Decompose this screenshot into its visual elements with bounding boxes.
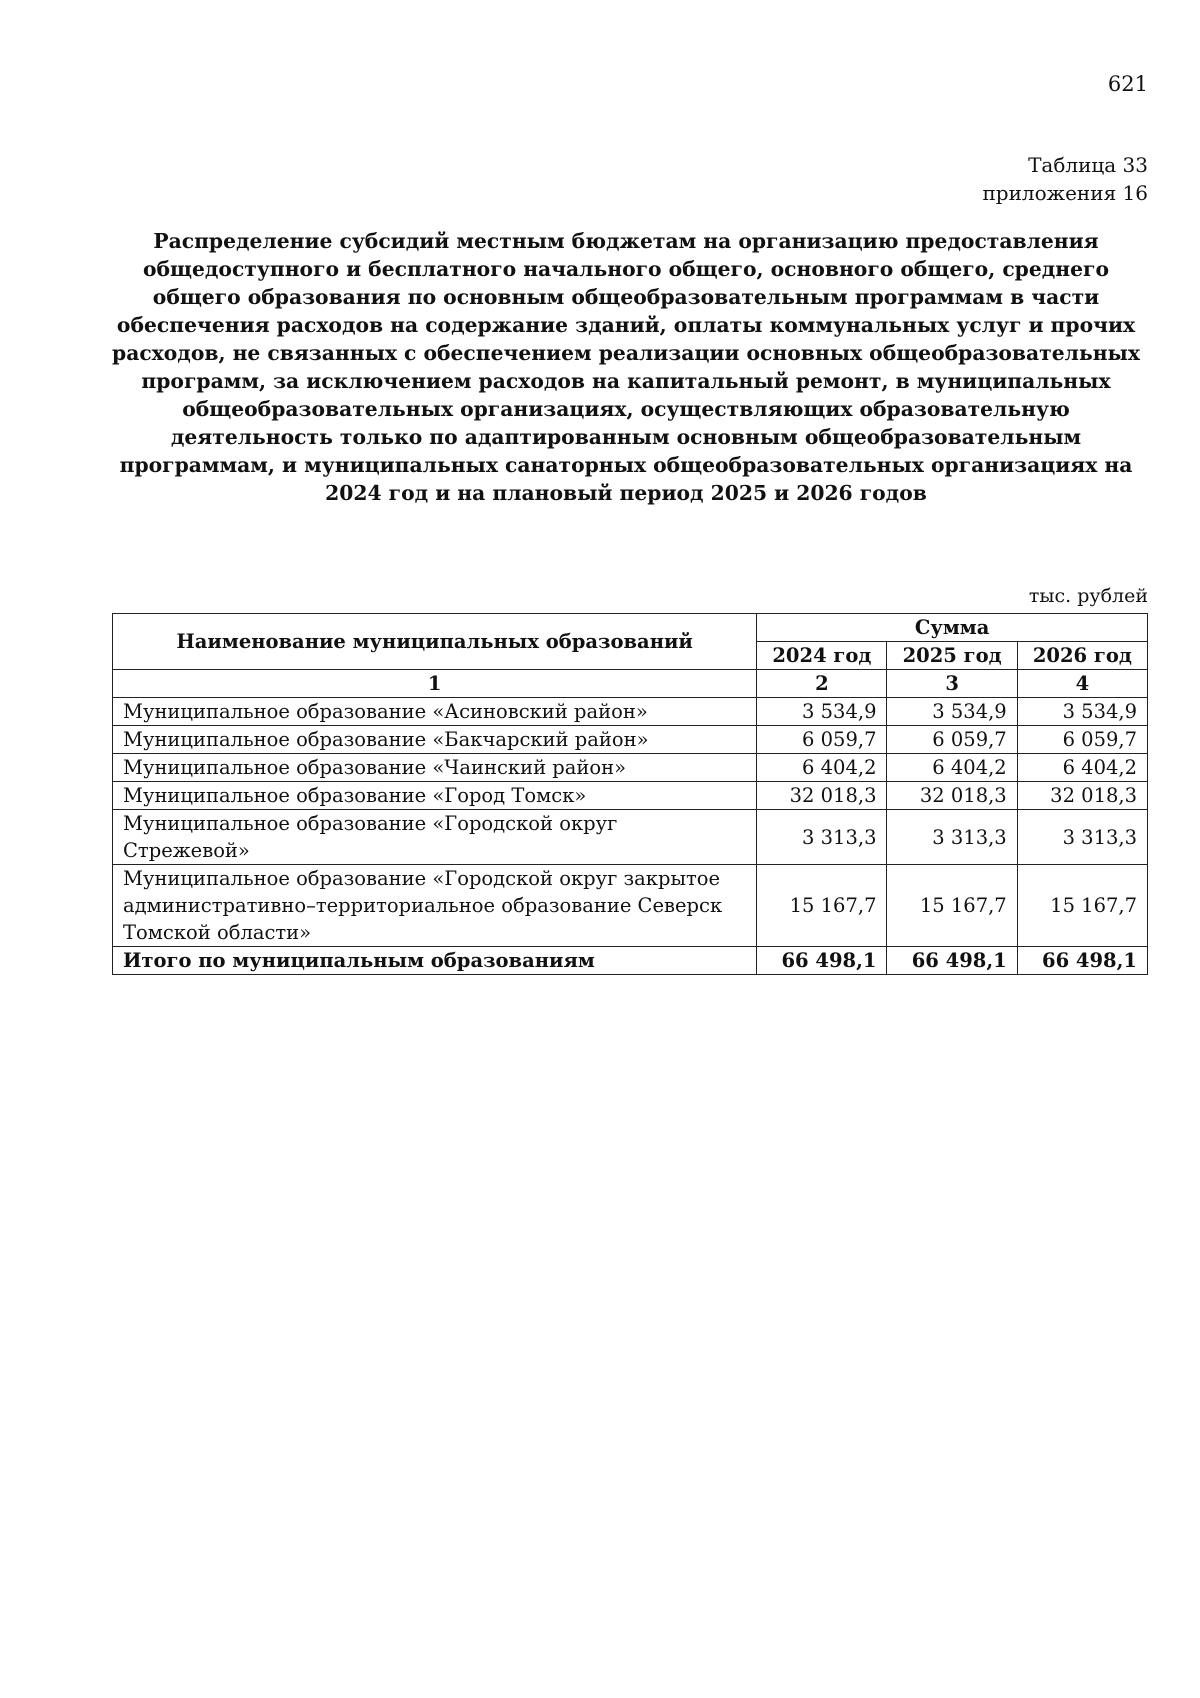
amount-2026: 32 018,3 [1017,782,1147,810]
title-line: общего образования по основным общеобразовательным программам в части [152,285,1100,309]
title-line: общеобразовательных организациях, осуществляющих образовательную [182,397,1070,421]
column-number: 4 [1017,670,1147,698]
amount-2026: 3 313,3 [1017,810,1147,865]
table-row [113,698,1148,726]
title-line: Распределение субсидий местным бюджетам на организацию предоставления [153,229,1099,253]
municipality-name: Муниципальное образование «Городской округ Стрежевой» [113,810,757,865]
units-label: тыс. рублей [1028,585,1148,607]
amount-2024: 3 534,9 [757,698,887,726]
title-line: обеспечения расходов на содержание зданий, оплаты коммунальных услуг и прочих [116,313,1136,337]
column-number-row [113,670,1148,698]
amount-2024: 15 167,7 [757,865,887,947]
page-number: 621 [1107,72,1148,96]
amount-2026: 6 404,2 [1017,754,1147,782]
amount-2026: 3 534,9 [1017,698,1147,726]
table-row [113,865,1148,947]
table-reference [982,151,1148,207]
table-ref-line-2: приложения 16 [982,181,1148,205]
table-row [113,782,1148,810]
total-row [113,947,1148,975]
amount-2025: 3 313,3 [887,810,1017,865]
amount-2026: 6 059,7 [1017,726,1147,754]
total-2026: 66 498,1 [1017,947,1147,975]
total-2025: 66 498,1 [887,947,1017,975]
header-year-2025: 2025 год [887,642,1017,670]
document-title [112,227,1140,507]
subsidies-table [112,613,1148,975]
amount-2025: 6 404,2 [887,754,1017,782]
title-line: расходов, не связанных с обеспечением реализации основных общеобразовательных [112,341,1140,365]
title-line: деятельность только по адаптированным основным общеобразовательным [170,425,1082,449]
table-ref-line-1: Таблица 33 [1028,153,1148,177]
amount-2024: 3 313,3 [757,810,887,865]
header-row [113,614,1148,642]
municipality-name: Муниципальное образование «Асиновский район» [113,698,757,726]
amount-2025: 6 059,7 [887,726,1017,754]
total-label: Итого по муниципальным образованиям [113,947,757,975]
amount-2026: 15 167,7 [1017,865,1147,947]
amount-2025: 32 018,3 [887,782,1017,810]
amount-2024: 32 018,3 [757,782,887,810]
column-number: 1 [113,670,757,698]
amount-2024: 6 404,2 [757,754,887,782]
title-line: общедоступного и бесплатного начального общего, основного общего, среднего [143,257,1109,281]
header-year-2026: 2026 год [1017,642,1147,670]
amount-2025: 15 167,7 [887,865,1017,947]
header-sum: Сумма [757,614,1148,642]
municipality-name: Муниципальное образование «Чаинский район» [113,754,757,782]
header-year-2024: 2024 год [757,642,887,670]
header-municipality: Наименование муниципальных образований [113,614,757,670]
municipality-name: Муниципальное образование «Городской округ закрытое административно–территориальное образование Северск Томской области» [113,865,757,947]
title-line: программ, за исключением расходов на капитальный ремонт, в муниципальных [141,369,1111,393]
title-line: программам, и муниципальных санаторных общеобразовательных организациях на [119,453,1133,477]
column-number: 2 [757,670,887,698]
table-row [113,726,1148,754]
total-2024: 66 498,1 [757,947,887,975]
column-number: 3 [887,670,1017,698]
municipality-name: Муниципальное образование «Город Томск» [113,782,757,810]
table-row [113,754,1148,782]
municipality-name: Муниципальное образование «Бакчарский район» [113,726,757,754]
table-row [113,810,1148,865]
title-line: 2024 год и на плановый период 2025 и 2026 годов [325,481,927,505]
amount-2024: 6 059,7 [757,726,887,754]
amount-2025: 3 534,9 [887,698,1017,726]
